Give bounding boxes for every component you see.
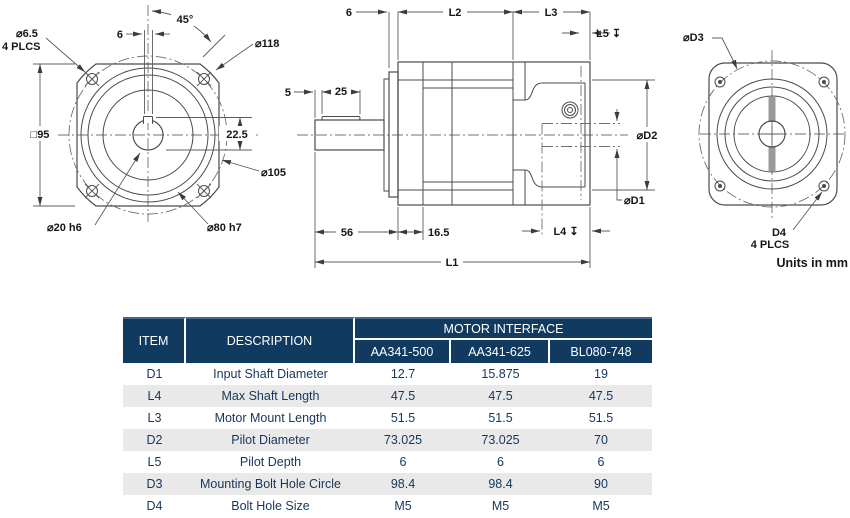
dim-d4-places: 4 PLCS <box>750 239 790 251</box>
row-description: Bolt Hole Size <box>186 495 355 517</box>
row-value: 6 <box>355 451 451 473</box>
row-value: 73.025 <box>451 429 550 451</box>
row-value: 15.875 <box>451 363 550 385</box>
row-value: M5 <box>550 495 652 517</box>
dim-pilot-ring-width: 6 <box>345 7 352 19</box>
dim-corner-angle: 45° <box>176 14 194 26</box>
row-value: 73.025 <box>355 429 451 451</box>
dim-key-height: 22.5 <box>226 129 248 141</box>
row-value: 6 <box>451 451 550 473</box>
units-note: Units in mm <box>776 256 848 270</box>
dim-l1: L1 <box>445 257 459 269</box>
dim-corner-diameter: ⌀118 <box>255 38 280 50</box>
col-header-model-3: BL080-748 <box>550 340 652 363</box>
col-header-description: DESCRIPTION <box>186 317 355 363</box>
row-item: L5 <box>123 451 186 473</box>
row-value: 47.5 <box>550 385 652 407</box>
row-value: M5 <box>355 495 451 517</box>
row-description: Max Shaft Length <box>186 385 355 407</box>
dim-flange-thickness: 16.5 <box>428 227 450 239</box>
row-value: 70 <box>550 429 652 451</box>
row-value: 6 <box>550 451 652 473</box>
dim-l5: L5 ↧ <box>596 28 622 40</box>
rear-view <box>683 32 848 270</box>
dim-d1: ⌀D1 <box>624 195 645 207</box>
dim-square-size: □95 <box>30 129 50 141</box>
spec-table <box>123 317 652 517</box>
row-value: 51.5 <box>451 407 550 429</box>
row-value: 12.7 <box>355 363 451 385</box>
row-value: M5 <box>451 495 550 517</box>
row-value: 51.5 <box>550 407 652 429</box>
table-row <box>123 363 652 385</box>
table-row <box>123 407 652 429</box>
dim-bolt-circle-diameter: ⌀105 <box>261 167 286 179</box>
row-description: Pilot Diameter <box>186 429 355 451</box>
row-value: 47.5 <box>355 385 451 407</box>
table-row <box>123 495 652 517</box>
row-value: 90 <box>550 473 652 495</box>
row-item: L3 <box>123 407 186 429</box>
dim-shaft-step: 5 <box>284 87 291 99</box>
row-item: D2 <box>123 429 186 451</box>
col-header-item: ITEM <box>123 317 186 363</box>
row-item: D1 <box>123 363 186 385</box>
col-header-model-1: AA341-500 <box>355 340 451 363</box>
dim-l3: L3 <box>544 7 558 19</box>
dim-d3: ⌀D3 <box>683 32 704 44</box>
table-row <box>123 385 652 407</box>
row-value: 19 <box>550 363 652 385</box>
col-header-motor-interface: MOTOR INTERFACE <box>355 317 652 340</box>
table-row <box>123 429 652 451</box>
row-description: Pilot Depth <box>186 451 355 473</box>
row-value: 47.5 <box>451 385 550 407</box>
dim-l2: L2 <box>448 7 462 19</box>
row-item: L4 <box>123 385 186 407</box>
row-description: Motor Mount Length <box>186 407 355 429</box>
dim-shaft-diameter: ⌀20 h6 <box>47 222 82 234</box>
table-row <box>123 451 652 473</box>
row-item: D4 <box>123 495 186 517</box>
dim-keyway-width: 6 <box>116 29 123 41</box>
side-view <box>285 4 666 269</box>
table-row <box>123 473 652 495</box>
row-item: D3 <box>123 473 186 495</box>
dim-bolt-hole-diameter: ⌀6.5 <box>16 28 38 40</box>
dim-key-length: 25 <box>334 86 348 98</box>
col-header-model-2: AA341-625 <box>451 340 550 363</box>
dim-bolt-hole-places: 4 PLCS <box>2 41 41 53</box>
dim-pilot-diameter: ⌀80 h7 <box>207 222 242 234</box>
dim-l4: L4 ↧ <box>553 226 579 238</box>
dim-shaft-length: 56 <box>340 227 354 239</box>
row-value: 51.5 <box>355 407 451 429</box>
row-description: Input Shaft Diameter <box>186 363 355 385</box>
row-description: Mounting Bolt Hole Circle <box>186 473 355 495</box>
dim-d4: D4 <box>771 227 787 239</box>
dim-d2: ⌀D2 <box>636 130 658 142</box>
row-value: 98.4 <box>355 473 451 495</box>
front-view <box>2 5 286 234</box>
row-value: 98.4 <box>451 473 550 495</box>
